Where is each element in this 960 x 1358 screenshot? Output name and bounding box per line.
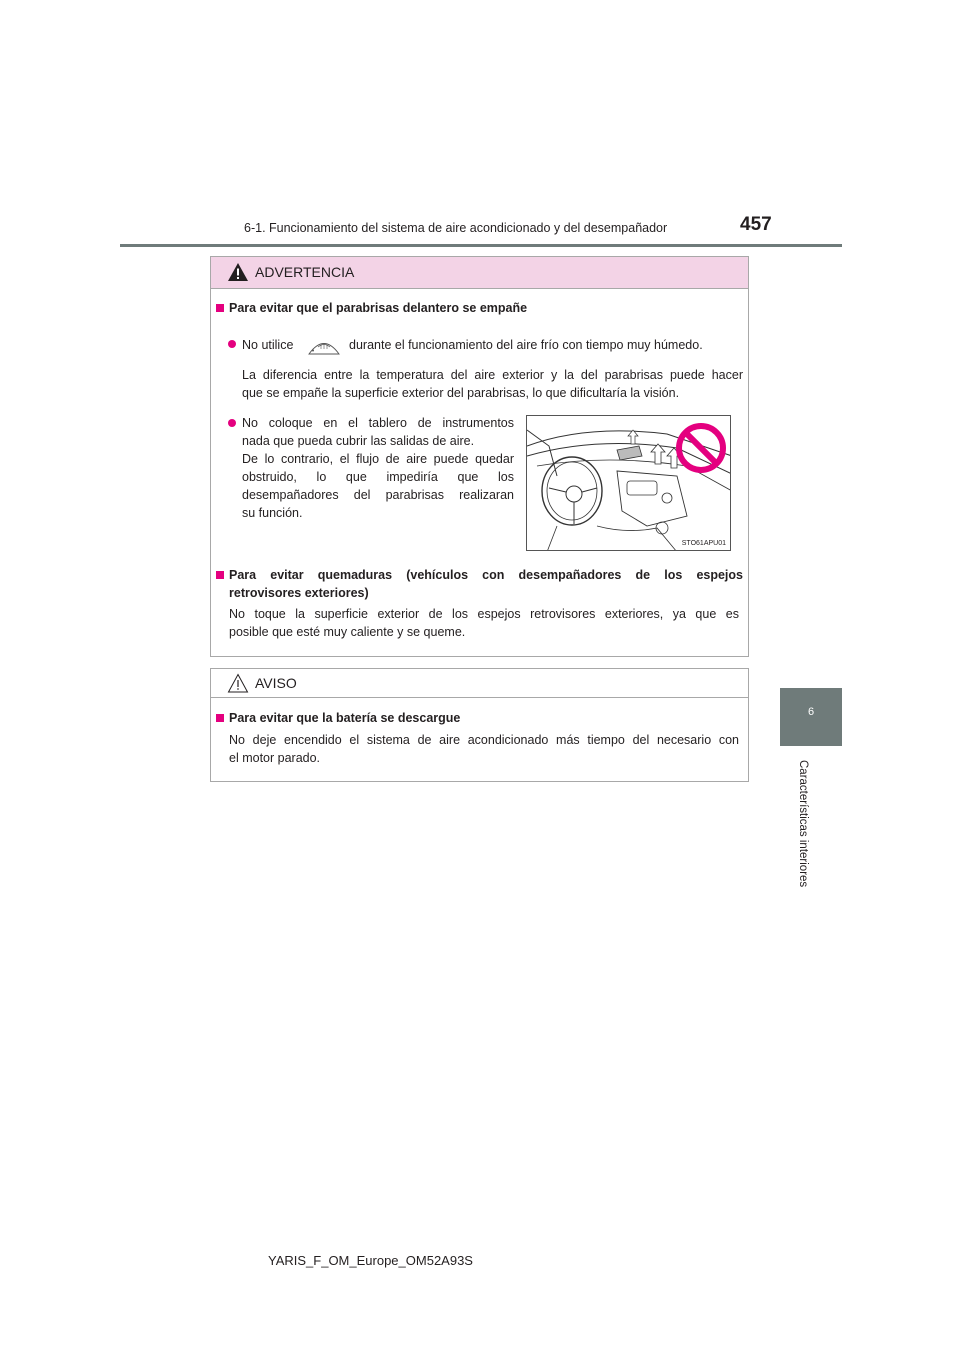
section2-paragraph-line1: No toque la superficie exterior de los espejos retrovisores exteriores, ya que es — [229, 607, 739, 621]
notice-paragraph-line2: el motor parado. — [229, 751, 321, 765]
notice-heading: Para evitar que la batería se descargue — [229, 711, 461, 725]
dashboard-illustration — [526, 415, 731, 551]
notice-paragraph-line1: No deje encendido el sistema de aire acondicionado más tiempo del necesario con — [229, 733, 739, 747]
bullet2-line3: De lo contrario, el flujo de aire puede quedar — [242, 452, 514, 466]
notice-header — [211, 669, 748, 698]
bullet2-line5: desempañadores del parabrisas realizaran — [242, 488, 514, 502]
header-divider — [120, 244, 842, 247]
front-defroster-button-icon — [307, 335, 341, 355]
notice-triangle-icon — [227, 673, 249, 693]
square-bullet — [216, 714, 224, 722]
chapter-title-text: Características interiores — [797, 760, 809, 888]
prohibited-icon — [675, 422, 727, 474]
bullet1-paragraph-line2: que se empañe la superficie exterior del parabrisas, lo que dificultaría la visión. — [242, 386, 680, 400]
bullet2-line6: su función. — [242, 506, 303, 520]
page-number: 457 — [740, 214, 772, 235]
chapter-title — [795, 760, 811, 900]
warning-title: ADVERTENCIA — [255, 264, 355, 280]
bullet2-line2: nada que pueda cubrir las salidas de aire. — [242, 434, 475, 448]
warning-triangle-icon — [227, 262, 249, 282]
warning-header — [211, 257, 748, 289]
round-bullet — [228, 340, 236, 348]
square-bullet — [216, 571, 224, 579]
illustration-code: STO61APU01 — [681, 540, 726, 547]
chapter-number: 6 — [807, 706, 815, 718]
bullet1-paragraph-line1: La diferencia entre la temperatura del aire exterior y la del parabrisas puede hacer — [242, 368, 743, 382]
section-title: 6-1. Funcionamiento del sistema de aire acondicionado y del desempañador — [244, 221, 668, 235]
bullet1-text-after: durante el funcionamiento del aire frío con tiempo muy húmedo. — [349, 338, 703, 352]
bullet2-line4: obstruido, lo que impediría que los — [242, 470, 514, 484]
bullet1-text-before: No utilice — [242, 338, 294, 352]
bullet2-line1: No coloque en el tablero de instrumentos — [242, 416, 514, 430]
section2-paragraph-line2: posible que esté muy caliente y se queme. — [229, 625, 466, 639]
chapter-tab — [780, 688, 842, 746]
round-bullet — [228, 419, 236, 427]
notice-title: AVISO — [255, 675, 297, 691]
document-code: YARIS_F_OM_Europe_OM52A93S — [268, 1253, 473, 1268]
section1-heading: Para evitar que el parabrisas delantero se empañe — [229, 301, 528, 315]
section2-heading-line2: retrovisores exteriores) — [229, 586, 369, 600]
section2-heading-line1: Para evitar quemaduras (vehículos con desempañadores de los espejos — [229, 568, 743, 582]
square-bullet — [216, 304, 224, 312]
